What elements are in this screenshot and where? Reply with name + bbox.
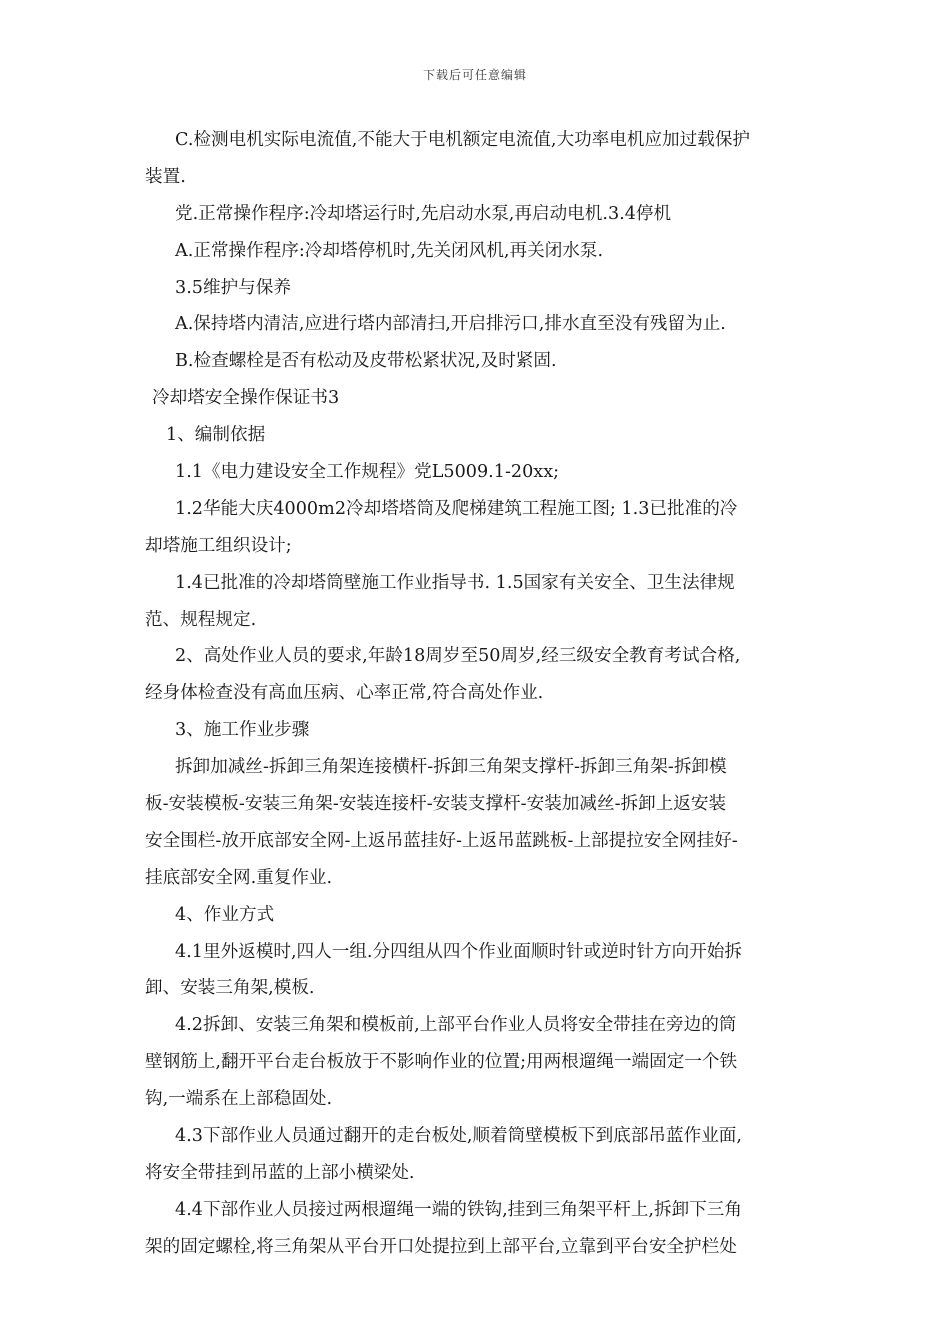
paragraph-line: 1.4已批准的冷却塔筒壁施工作业指导书. 1.5国家有关安全、卫生法律规	[175, 572, 735, 593]
paragraph-line: 卸、安装三角架,模板.	[145, 978, 315, 999]
section-heading: 1、编制依据	[166, 425, 266, 446]
document-title: 冷却塔安全操作保证书3	[152, 388, 340, 409]
document-body	[145, 122, 805, 1266]
paragraph-line: 4.3下部作业人员通过翻开的走台板处,顺着筒壁模板下到底部吊蓝作业面,	[175, 1126, 742, 1147]
paragraph-line: C.检测电机实际电流值,不能大于电机额定电流值,大功率电机应加过载保护	[175, 130, 751, 150]
paragraph-line: A.正常操作程序:冷却塔停机时,先关闭风机,再关闭水泵.	[175, 240, 604, 261]
paragraph-line: B.检查螺栓是否有松动及皮带松紧状况,及时紧固.	[175, 351, 557, 372]
paragraph-line: 装置.	[145, 166, 186, 187]
paragraph-line: A.保持塔内清洁,应进行塔内部清扫,开启排污口,排水直至没有残留为止.	[175, 314, 726, 335]
paragraph-line: 却塔施工组织设计;	[145, 535, 292, 556]
paragraph-line: 党.正常操作程序:冷却塔运行时,先启动水泵,再启动电机.3.4停机	[175, 203, 672, 224]
paragraph-line: 板-安装模板-安装三角架-安装连接杆-安装支撑杆-安装加减丝-拆卸上返安装	[145, 794, 727, 815]
paragraph-line: 1.1《电力建设安全工作规程》党L5009.1-20xx;	[175, 462, 560, 483]
paragraph-line: 架的固定螺栓,将三角架从平台开口处提拉到上部平台,立靠到平台安全护栏处	[145, 1236, 737, 1257]
section-heading: 4、作业方式	[175, 904, 275, 925]
paragraph-line: 4.4下部作业人员接过两根遛绳一端的铁钩,挂到三角架平杆上,拆卸下三角	[175, 1199, 742, 1220]
paragraph-line: 拆卸加减丝-拆卸三角架连接横杆-拆卸三角架支撑杆-拆卸三角架-拆卸模	[175, 757, 727, 778]
paragraph-line: 范、规程规定.	[145, 609, 257, 630]
paragraph-line: 将安全带挂到吊蓝的上部小横梁处.	[145, 1162, 415, 1183]
section-heading: 3、施工作业步骤	[175, 720, 310, 741]
paragraph-line: 经身体检查没有高血压病、心率正常,符合高处作业.	[145, 683, 544, 704]
paragraph-line: 壁钢筋上,翻开平台走台板放于不影响作业的位置;用两根遛绳一端固定一个铁	[145, 1052, 738, 1073]
paragraph-line: 钩,一端系在上部稳固处.	[145, 1089, 333, 1110]
paragraph-line: 1.2华能大庆4000m2冷却塔塔筒及爬梯建筑工程施工图; 1.3已批准的冷	[175, 498, 738, 519]
section-heading: 3.5维护与保养	[175, 277, 291, 298]
paragraph-line: 4.1里外返模时,四人一组.分四组从四个作业面顺时针或逆时针方向开始拆	[175, 941, 742, 962]
paragraph-line: 4.2拆卸、安装三角架和模板前,上部平台作业人员将安全带挂在旁边的筒	[175, 1015, 737, 1036]
paragraph-line: 安全围栏-放开底部安全网-上返吊蓝挂好-上返吊蓝跳板-上部提拉安全网挂好-	[145, 830, 738, 851]
paragraph-line: 2、高处作业人员的要求,年龄18周岁至50周岁,经三级安全教育考试合格,	[175, 646, 741, 667]
page-header: 下载后可任意编辑	[422, 68, 527, 82]
paragraph-line: 挂底部安全网.重复作业.	[145, 867, 333, 888]
